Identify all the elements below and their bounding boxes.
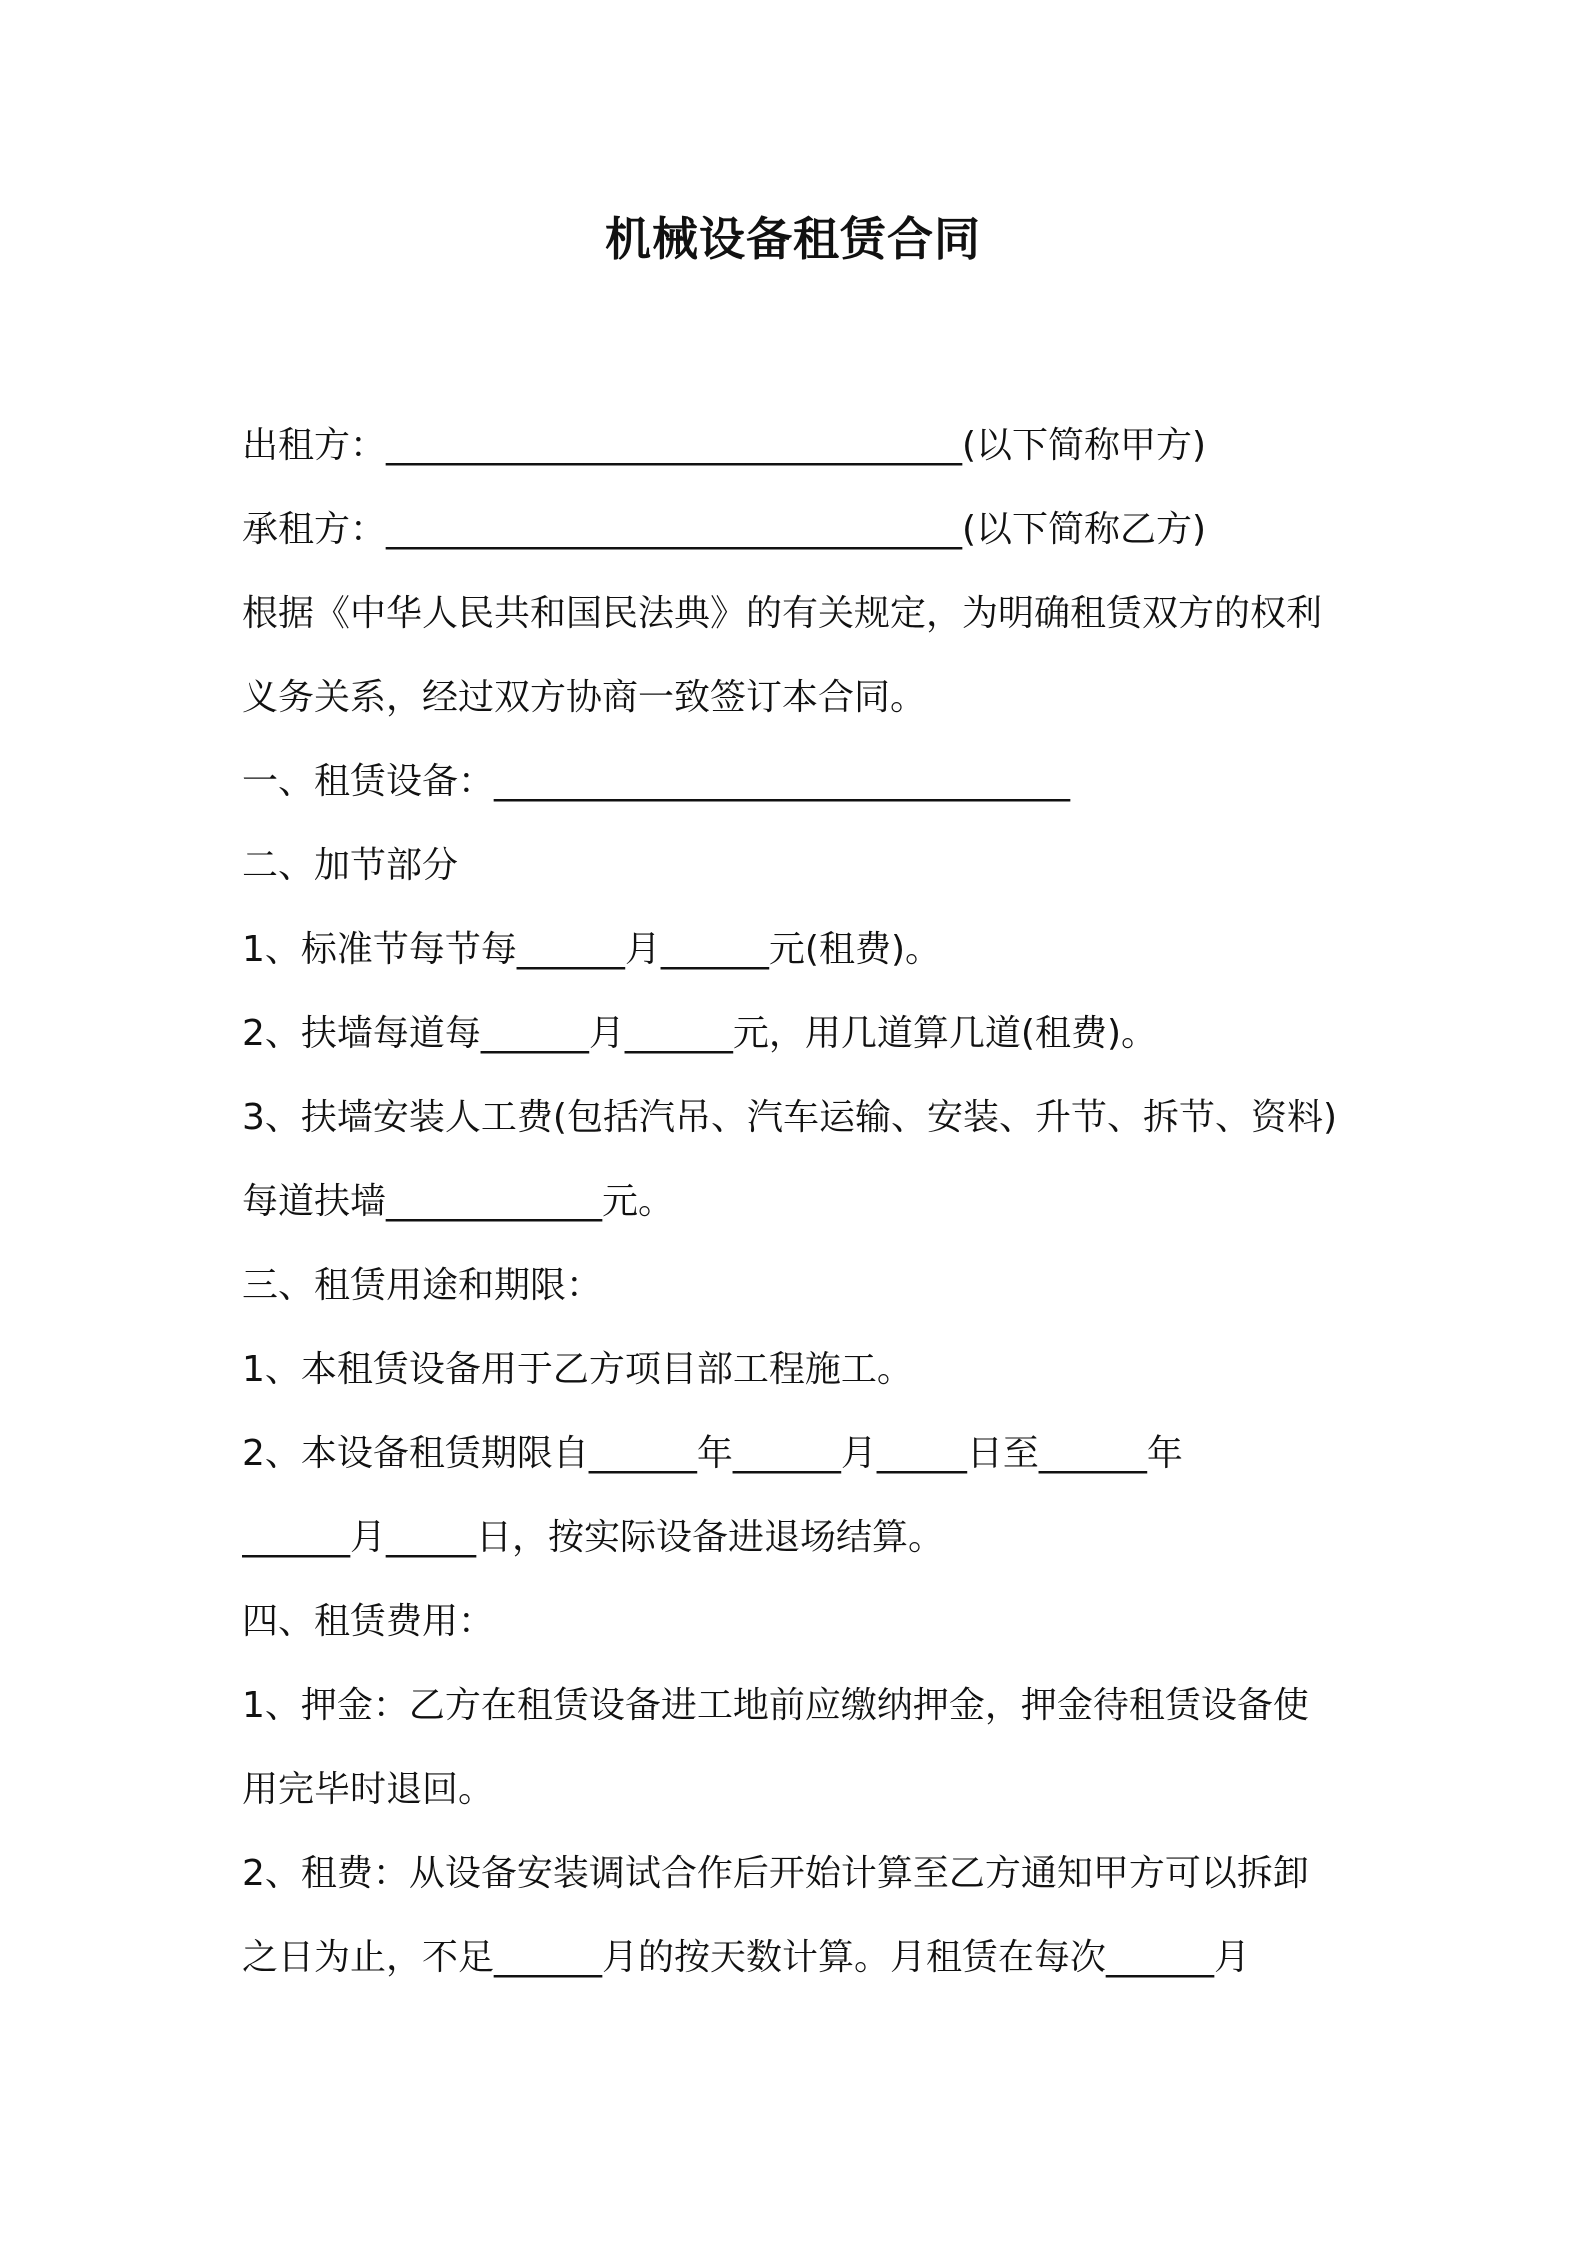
- section-4-item-1-line-2: 用完毕时退回。: [242, 1769, 495, 1810]
- section-2-item-2: 2、扶墙每道每______月______元，用几道算几道(租费)。: [242, 1013, 1157, 1054]
- preamble-line-2: 义务关系，经过双方协商一致签订本合同。: [242, 677, 927, 718]
- contract-body: [242, 404, 1372, 2000]
- section-2-item-1: 1、标准节每节每______月______元(租费)。: [242, 929, 941, 970]
- section-4-heading: 四、租赁费用：: [242, 1601, 495, 1642]
- section-3-item-2-line-1: 2、本设备租赁期限自______年______月_____日至______年: [242, 1433, 1183, 1474]
- lessee-line: 承租方：________________________________(以下简称乙方): [242, 509, 1207, 550]
- section-3-heading: 三、租赁用途和期限：: [242, 1265, 603, 1306]
- section-2-item-3-line-1: 3、扶墙安装人工费(包括汽吊、汽车运输、安装、升节、拆节、资料): [242, 1097, 1337, 1138]
- section-3-item-1: 1、本租赁设备用于乙方项目部工程施工。: [242, 1349, 913, 1390]
- document-title: 机械设备租赁合同: [605, 212, 981, 266]
- section-2-heading: 二、加节部分: [242, 845, 459, 886]
- section-3-item-2-line-2: ______月_____日，按实际设备进退场结算。: [242, 1517, 945, 1558]
- preamble-line-1: 根据《中华人民共和国民法典》的有关规定，为明确租赁双方的权利: [242, 593, 1323, 634]
- lessor-line: 出租方：________________________________(以下简称甲方): [242, 425, 1207, 466]
- section-1-heading: 一、租赁设备：________________________________: [242, 761, 1071, 802]
- section-4-item-2-line-2: 之日为止，不足______月的按天数计算。月租赁在每次______月: [242, 1937, 1251, 1978]
- section-2-item-3-line-2: 每道扶墙____________元。: [242, 1181, 675, 1222]
- section-4-item-1-line-1: 1、押金：乙方在租赁设备进工地前应缴纳押金，押金待租赁设备使: [242, 1685, 1309, 1726]
- section-4-item-2-line-1: 2、租费：从设备安装调试合作后开始计算至乙方通知甲方可以拆卸: [242, 1853, 1309, 1894]
